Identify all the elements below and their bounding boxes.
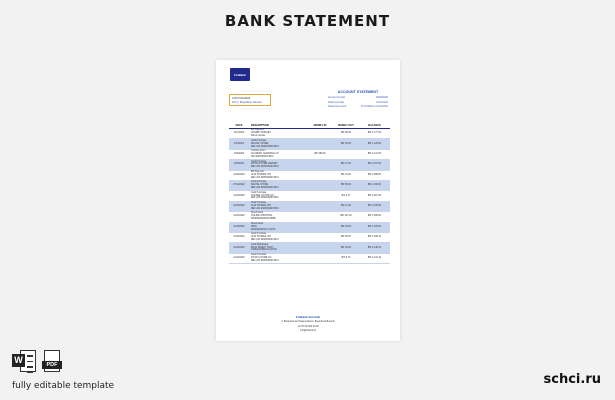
cell-balance: BIF 1,441.42 — [367, 256, 382, 259]
description-line: Card Purchase — [251, 181, 267, 184]
description-line: DIGITAL STORE — [251, 184, 269, 187]
cell-date: 10/6/2022 — [233, 163, 245, 166]
description-line: Bill Payment — [251, 129, 264, 132]
cell-balance: BIF 1,468.12 — [367, 236, 382, 239]
description-line: PIMO — [251, 225, 257, 228]
description-line: REF 234 9000000000 BCC — [251, 145, 279, 148]
cell-money-out: BIF 98.00 — [341, 132, 351, 135]
description-line: ALDI STORES LTD — [251, 204, 271, 207]
cell-description — [249, 233, 307, 242]
description-line: ALDI STORES LTD — [251, 173, 271, 176]
description-line: Card Purchase — [251, 139, 267, 142]
word-icon — [12, 350, 36, 372]
table-row — [229, 129, 390, 139]
word-icon-badge: W — [12, 354, 25, 367]
cell-date: 11/10/2022 — [233, 215, 245, 218]
description-line: ONLINE SHOPPING — [251, 215, 273, 218]
description-line: Bill Payment — [251, 170, 264, 173]
description-line: Card Withdrawal — [251, 243, 268, 246]
table-row — [229, 191, 390, 201]
cell-balance: BIF 2,016.63 — [367, 204, 382, 207]
description-line: REF 234 9000000000 BCC — [251, 187, 279, 190]
account-info-value: 02/11/2022 — [376, 100, 388, 104]
description-line: REF 234 9000000000 BCC — [251, 207, 279, 210]
table-row — [229, 160, 390, 170]
statement-document — [216, 60, 400, 341]
description-line: 094 6000000000 BCC — [251, 155, 274, 158]
address-name: JOHN STEVENS — [232, 96, 251, 100]
description-line: Direct Debit — [251, 212, 263, 215]
site-brand[interactable]: schci.ru — [543, 372, 601, 387]
description-line: Card Purchase — [251, 160, 267, 163]
account-info-row — [328, 105, 388, 110]
table-row — [229, 171, 390, 181]
table-row — [229, 202, 390, 212]
cell-description — [249, 171, 307, 180]
description-line: 0000000000 RC 6 2023 — [251, 228, 276, 231]
cell-balance: BIF 2,107.00 — [367, 163, 382, 166]
cell-date: 3/10/2022 — [233, 142, 245, 145]
description-line: COFFEE ON THE GO — [251, 194, 274, 197]
cell-money-out: BIF 19.00 — [341, 173, 351, 176]
cell-date: 11/10/2022 — [233, 204, 245, 207]
description-line: REF 234 9000000000 BCC — [251, 176, 279, 179]
footer-phone: +0 075 00 000 00 00 — [297, 325, 319, 328]
pdf-icon-badge: PDF — [42, 361, 62, 369]
cell-description — [249, 181, 307, 190]
description-line: FOOD & HOME MARKET — [251, 163, 278, 166]
description-line: Card Purchase — [251, 254, 267, 257]
table-row — [229, 150, 390, 160]
table-row — [229, 181, 390, 191]
account-statement-title: ACCOUNT STATEMENT — [337, 90, 379, 94]
cell-date: 11/10/2022 — [233, 246, 245, 249]
cell-money-out: BIF 17.00 — [341, 163, 351, 166]
cell-balance: BIF 2,088.00 — [367, 173, 382, 176]
cell-description — [249, 244, 307, 253]
cell-date: 10/6/2022 — [233, 153, 245, 156]
account-info-label: Account number — [328, 96, 346, 99]
header-description: DESCRIPTION — [251, 124, 269, 127]
cell-date: 11/10/2022 — [233, 225, 245, 228]
table-body — [229, 129, 390, 264]
account-info — [328, 96, 388, 110]
cell-description — [249, 140, 307, 149]
description-line: CHERRY BUDGET — [251, 132, 271, 135]
footer-email: info@finbank.bi — [300, 330, 316, 332]
cell-description — [249, 150, 307, 159]
cell-money-in: BIF 999.00 — [314, 153, 326, 156]
description-line: REF 234 9000000000 BCC — [251, 166, 279, 169]
cell-balance: BIF 1,589.63 — [367, 215, 382, 218]
cell-balance: BIF 1,177.00 — [367, 132, 382, 135]
cell-money-out: BIF 4.37 — [341, 194, 351, 197]
cell-money-out: BIF 6.70 — [341, 256, 351, 259]
description-line: Card Purchase — [251, 191, 267, 194]
description-line: REF 234 9000000000 BCC — [251, 197, 279, 200]
cell-description — [249, 161, 307, 170]
cell-date: 11/10/2022 — [233, 173, 245, 176]
account-info-label: Statement period — [328, 105, 347, 109]
cell-balance: BIF 2,027.63 — [367, 194, 382, 197]
description-line: 0000000000000CCBBB — [251, 218, 276, 221]
cell-date: 10/7/2022 — [233, 132, 245, 135]
table-row — [229, 139, 390, 149]
cell-money-out: BIF 63.00 — [341, 225, 351, 228]
pdf-icon — [42, 350, 62, 372]
cell-date: 11/10/2022 — [233, 194, 245, 197]
description-line: FOOD & HOME CO — [251, 256, 272, 259]
description-line: ACADEMY LEARNING CO — [251, 153, 279, 156]
account-info-label: Statement date — [328, 100, 345, 104]
header-money-in: MONEY IN — [313, 124, 327, 127]
description-line: ALDI STORES LTD — [251, 236, 271, 239]
cell-description — [249, 192, 307, 201]
cell-money-out: BIF 56.00 — [341, 184, 351, 187]
cell-description — [249, 202, 307, 211]
footer-address: 4, Boulevard de l'Independance, Bujumbura Burundi — [281, 321, 335, 323]
cell-description — [249, 223, 307, 232]
account-info-value: 000000000 — [376, 96, 388, 99]
table-row — [229, 223, 390, 233]
description-line: Direct Debit — [251, 222, 263, 225]
table-row — [229, 233, 390, 243]
address-box — [229, 94, 271, 106]
page-title: BANK STATEMENT — [224, 12, 391, 30]
cell-money-out: BIF 52.00 — [341, 142, 351, 145]
description-line: BANK DIRECT TECH — [251, 246, 274, 249]
cell-description — [249, 129, 307, 138]
table-row — [229, 212, 390, 222]
cell-balance: BIF 1,125.00 — [367, 142, 382, 145]
cell-balance: BIF 1,448.12 — [367, 246, 382, 249]
header-date: DATE — [235, 124, 243, 127]
cell-money-out: BIF 11.00 — [341, 204, 351, 207]
cell-balance: BIF 2,124.00 — [367, 153, 382, 156]
address-location: R.N.C. Boyardsuur, Burundi — [232, 100, 262, 104]
description-line: REF 234 9000000000 BCC — [251, 259, 279, 262]
bank-logo — [230, 68, 250, 81]
editable-caption: fully editable template — [12, 381, 115, 391]
format-icons — [12, 350, 62, 372]
cell-description — [249, 212, 307, 221]
header-money-out: MONEY OUT — [338, 124, 354, 127]
cell-description — [249, 254, 307, 263]
table-row — [229, 254, 390, 264]
cell-money-out: BIF 427.00 — [340, 215, 352, 218]
description-line: Wired transfer — [251, 135, 266, 138]
description-line: Transfer From — [251, 150, 266, 153]
cell-money-out: BIF 20.00 — [341, 246, 351, 249]
cell-date: 11/10/2022 — [233, 236, 245, 239]
description-line: REF 234 9000000000 BCC — [251, 239, 279, 242]
description-line: ATMCENTERLOCATION — [251, 249, 277, 252]
cell-date: 11/10/2022 — [233, 256, 245, 259]
statement-footer — [216, 315, 400, 334]
header-balance: BALANCE — [368, 124, 381, 127]
cell-balance: BIF 2,032.00 — [367, 184, 382, 187]
table-row — [229, 243, 390, 253]
cell-date: 07/11/2022 — [233, 184, 245, 187]
description-line: Card Purchase — [251, 202, 267, 205]
description-line: DIGITAL STORE — [251, 142, 269, 145]
footer-bank-name: FinBank Burundi — [295, 315, 321, 319]
account-info-value: 07/10/2022 to 12/11/2022 — [360, 105, 388, 109]
transactions-table — [229, 123, 390, 264]
cell-money-out: BIF 58.51 — [341, 236, 351, 239]
cell-balance: BIF 1,526.63 — [367, 225, 382, 228]
bank-logo-text: FinBank — [234, 72, 246, 77]
description-line: Card Purchase — [251, 233, 267, 236]
